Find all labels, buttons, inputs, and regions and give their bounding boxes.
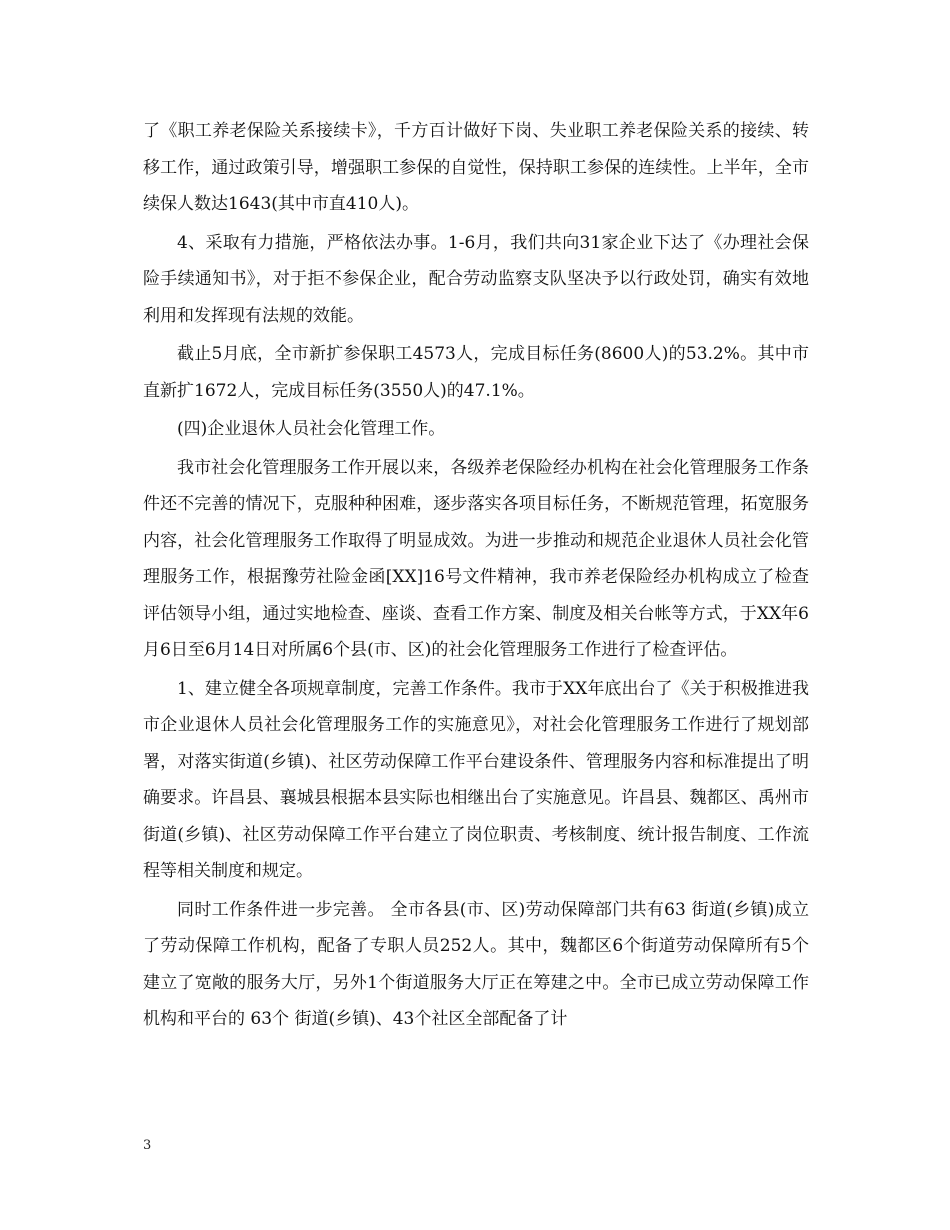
paragraph-3: 截止5月底，全市新扩参保职工4573人，完成目标任务(8600人)的53.2%。其中市直新扩1672人，完成目标任务(3550人)的47.1%。 xyxy=(143,344,809,401)
document-body xyxy=(143,113,809,1040)
paragraph-7: 同时工作条件进一步完善。 全市各县(市、区)劳动保障部门共有63 街道(乡镇)成立了劳动保障工作机构，配备了专职人员252人。其中，魏都区6个街道劳动保障所有5个建立了宽敞的服务大厅，另外1个街道服务大厅正在筹建之中。全市已成立劳动保障工作机构和平台的 63个 街道(乡镇)、43个社区全部配备了计 xyxy=(143,899,809,1029)
paragraph-5: 我市社会化管理服务工作开展以来，各级养老保险经办机构在社会化管理服务工作条件还不完善的情况下，克服种种困难，逐步落实各项目标任务，不断规范管理，拓宽服务内容，社会化管理服务工作取得了明显成效。为进一步推动和规范企业退休人员社会化管理服务工作，根据豫劳社险金函[XX]16号文件精神，我市养老保险经办机构成立了检查评估领导小组，通过实地检查、座谈、查看工作方案、制度及相关台帐等方式，于XX年6月6日至6月14日对所属6个县(市、区)的社会化管理服务工作进行了检查评估。 xyxy=(143,457,809,660)
paragraph-6: 1、建立健全各项规章制度，完善工作条件。我市于XX年底出台了《关于积极推进我市企业退休人员社会化管理服务工作的实施意见》，对社会化管理服务工作进行了规划部署，对落实街道(乡镇)、社区劳动保障工作平台建设条件、管理服务内容和标准提出了明确要求。许昌县、襄城县根据本县实际也相继出台了实施意见。许昌县、魏都区、禹州市街道(乡镇)、社区劳动保障工作平台建立了岗位职责、考核制度、统计报告制度、工作流程等相关制度和规定。 xyxy=(143,678,809,881)
paragraph-1: 了《职工养老保险关系接续卡》，千方百计做好下岗、失业职工养老保险关系的接续、转移工作，通过政策引导，增强职工参保的自觉性，保持职工参保的连续性。上半年，全市续保人数达1643(其中市直410人)。 xyxy=(143,121,809,214)
paragraph-2: 4、采取有力措施，严格依法办事。1-6月，我们共向31家企业下达了《办理社会保险手续通知书》，对于拒不参保企业，配合劳动监察支队坚决予以行政处罚，确实有效地利用和发挥现有法规的效能。 xyxy=(143,232,809,326)
section-heading: (四)企业退休人员社会化管理工作。 xyxy=(177,419,446,439)
page-number: 3 xyxy=(143,1138,152,1153)
